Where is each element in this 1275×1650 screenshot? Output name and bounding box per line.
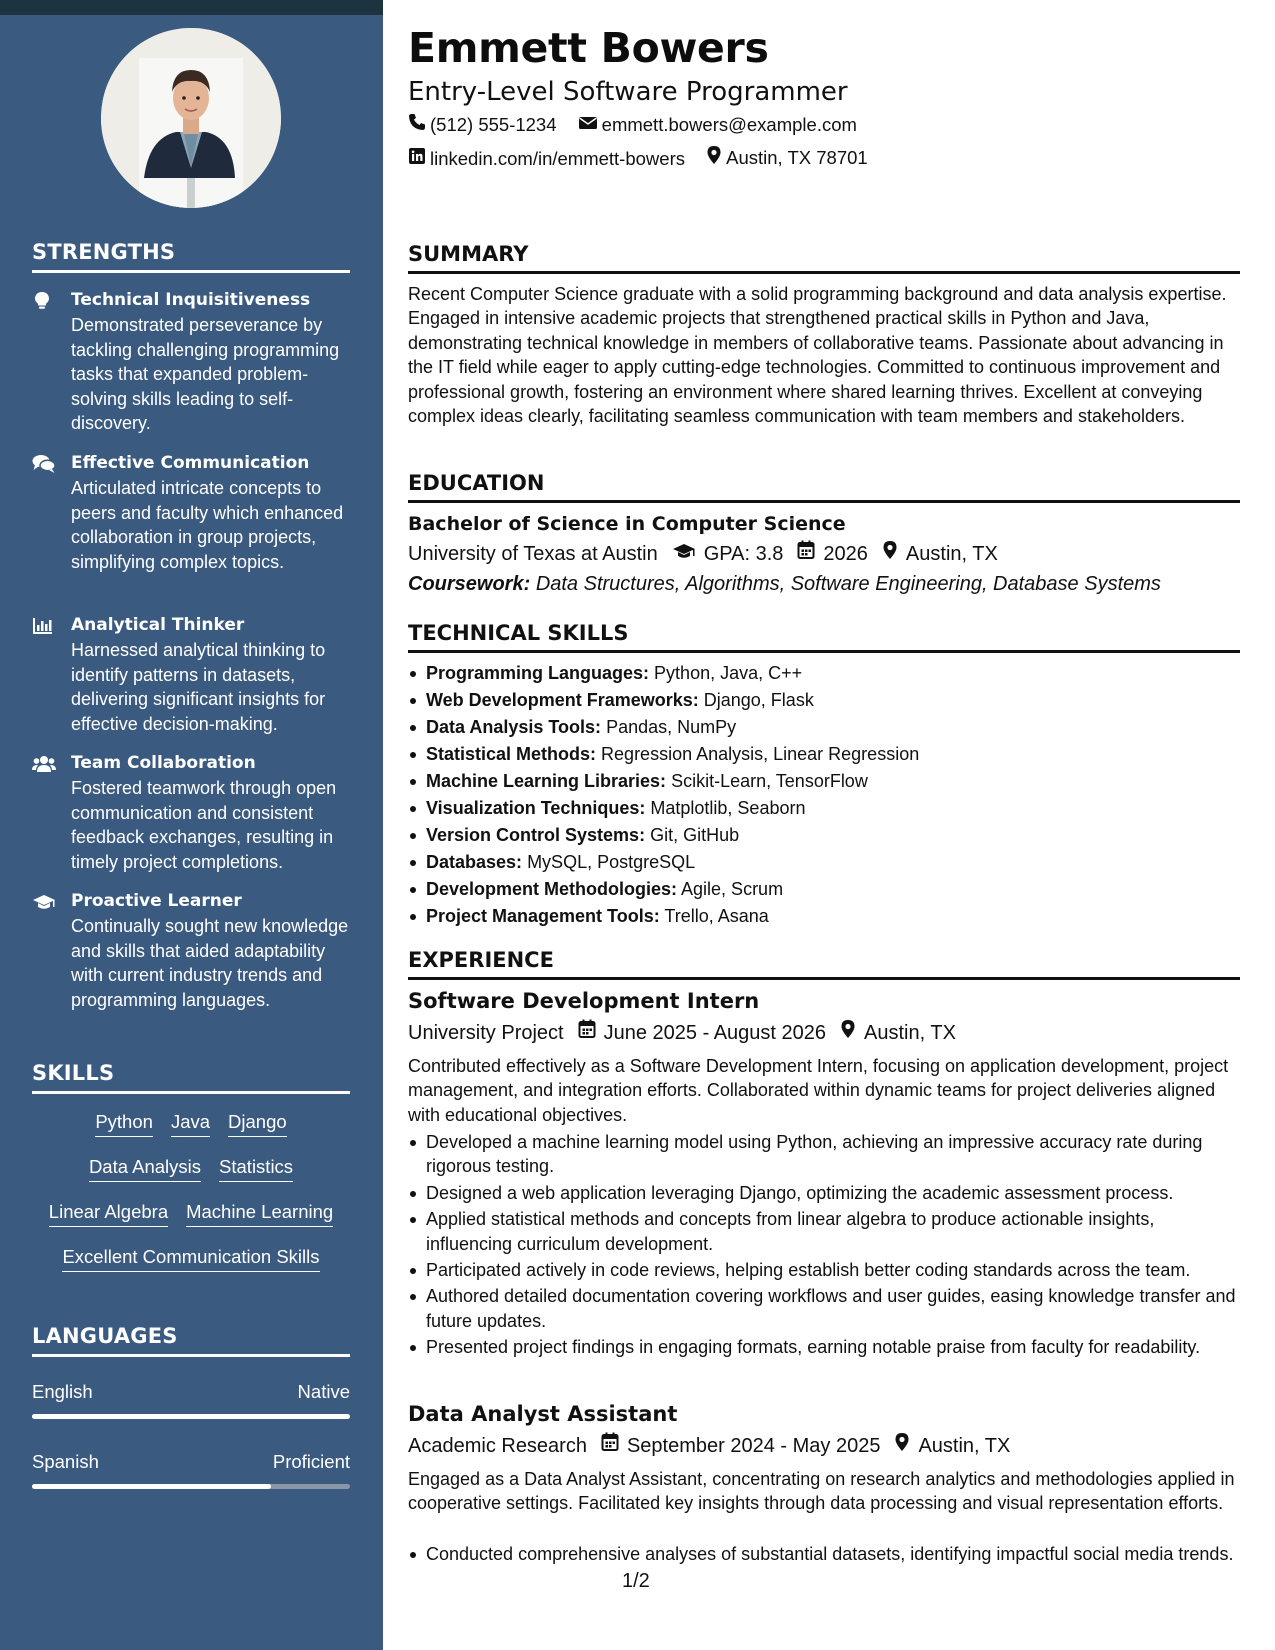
skill-values: Pandas, NumPy xyxy=(606,717,737,737)
education-location-item xyxy=(882,540,998,567)
strengths-heading: STRENGTHS xyxy=(32,240,350,273)
users-icon xyxy=(32,754,56,774)
lightbulb-icon xyxy=(32,291,56,311)
skill-category: Databases: xyxy=(426,852,523,872)
skill-tag: Data Analysis xyxy=(89,1156,201,1182)
phone-number: (512) 555-1234 xyxy=(430,114,557,135)
list-item: Authored detailed documentation covering workflows and user guides, easing knowledge transfer and future updates. xyxy=(408,1284,1238,1333)
language-proficiency-fill xyxy=(32,1414,350,1419)
list-item xyxy=(408,876,1238,903)
job-role: Data Analyst Assistant xyxy=(408,1402,678,1426)
experience-heading: EXPERIENCE xyxy=(408,947,1240,980)
linkedin-contact xyxy=(408,147,685,171)
list-item xyxy=(408,822,1238,849)
language-proficiency-bar xyxy=(32,1484,350,1489)
list-item: Developed a machine learning model using Python, achieving an impressive accuracy rate during rigorous testing. xyxy=(408,1130,1238,1179)
graduation-year-item xyxy=(797,540,868,567)
job-location-item xyxy=(840,1019,956,1046)
degree-title: Bachelor of Science in Computer Science xyxy=(408,513,846,535)
location-contact xyxy=(706,145,868,171)
skill-values: Regression Analysis, Linear Regression xyxy=(601,744,920,764)
list-item xyxy=(408,714,1238,741)
language-name: English xyxy=(32,1381,93,1402)
job-location: Austin, TX xyxy=(918,1434,1011,1457)
language-spanish xyxy=(32,1451,350,1495)
job-dates: September 2024 - May 2025 xyxy=(626,1434,881,1457)
skill-values: Agile, Scrum xyxy=(681,879,784,899)
map-marker-icon xyxy=(894,1432,918,1459)
list-item: Presented project findings in engaging formats, earning notable praise from faculty for readability. xyxy=(408,1335,1238,1359)
skill-tag: Java xyxy=(171,1111,210,1137)
strength-description: Articulated intricate concepts to peers and faculty which enhanced collaboration in group projects, simplifying complex topics. xyxy=(71,478,344,572)
skill-category: Project Management Tools: xyxy=(426,906,660,926)
list-item xyxy=(408,795,1238,822)
list-item xyxy=(408,768,1238,795)
skill-values: Trello, Asana xyxy=(664,906,769,926)
skill-tag: Linear Algebra xyxy=(49,1201,168,1227)
strength-title: Analytical Thinker xyxy=(71,615,245,635)
language-name: Spanish xyxy=(32,1451,99,1472)
email-address: emmett.bowers@example.com xyxy=(601,114,857,135)
map-marker-icon xyxy=(706,145,726,171)
job-dates: June 2025 - August 2026 xyxy=(603,1021,827,1044)
skill-values: Matplotlib, Seaborn xyxy=(650,798,806,818)
coursework-label: Coursework: xyxy=(408,573,531,595)
list-item xyxy=(408,903,1238,930)
skill-row xyxy=(32,1156,350,1182)
skill-category: Data Analysis Tools: xyxy=(426,717,602,737)
phone-icon xyxy=(408,113,430,137)
list-item: Applied statistical methods and concepts from linear algebra to produce actionable insights, influencing curriculum development. xyxy=(408,1207,1238,1256)
graduation-year: 2026 xyxy=(823,542,868,565)
sidebar xyxy=(0,0,383,1650)
job-role: Software Development Intern xyxy=(408,989,760,1013)
job-meta xyxy=(408,1432,1024,1459)
coursework-line xyxy=(408,571,1161,597)
skill-values: MySQL, PostgreSQL xyxy=(527,852,696,872)
skill-row xyxy=(32,1201,350,1227)
skill-category: Visualization Techniques: xyxy=(426,798,646,818)
linkedin-url: linkedin.com/in/emmett-bowers xyxy=(430,148,685,169)
skill-tag: Statistics xyxy=(219,1156,293,1182)
skill-row xyxy=(32,1246,350,1272)
education-location: Austin, TX xyxy=(905,542,998,565)
skill-values: Scikit-Learn, TensorFlow xyxy=(671,771,868,791)
skill-category: Machine Learning Libraries: xyxy=(426,771,667,791)
page-number: 1/2 xyxy=(622,1570,650,1592)
gpa-item xyxy=(672,541,784,567)
language-level: Native xyxy=(297,1381,350,1402)
map-marker-icon xyxy=(882,540,906,567)
graduation-cap-icon xyxy=(672,541,704,567)
list-item: Participated actively in code reviews, helping establish better coding standards across the team. xyxy=(408,1258,1238,1282)
candidate-name: Emmett Bowers xyxy=(408,24,769,72)
skill-values: Django, Flask xyxy=(703,690,814,710)
language-proficiency-bar xyxy=(32,1414,350,1419)
job-meta xyxy=(408,1019,970,1046)
profile-photo xyxy=(101,28,281,208)
comments-icon xyxy=(32,454,56,474)
list-item xyxy=(408,849,1238,876)
job-dates-item xyxy=(601,1432,881,1459)
school-name: University of Texas at Austin xyxy=(408,542,658,565)
map-marker-icon xyxy=(840,1019,864,1046)
skill-category: Programming Languages: xyxy=(426,663,650,683)
strength-title: Effective Communication xyxy=(71,453,310,473)
summary-heading: SUMMARY xyxy=(408,241,1240,274)
skills-heading: SKILLS xyxy=(32,1061,350,1094)
education-meta xyxy=(408,540,1012,567)
job-location: Austin, TX xyxy=(864,1021,956,1044)
list-item xyxy=(408,687,1238,714)
education-heading: EDUCATION xyxy=(408,470,1240,503)
skill-category: Statistical Methods: xyxy=(426,744,597,764)
job-bullets xyxy=(408,1542,1238,1568)
job-organization: University Project xyxy=(408,1021,564,1044)
job-description: Engaged as a Data Analyst Assistant, concentrating on research analytics and methodologies applied in cooperative settings. Facilitated key insights through data processing and visual representation efforts. xyxy=(408,1469,1235,1514)
contact-row xyxy=(408,113,873,137)
strength-description: Demonstrated perseverance by tackling challenging programming tasks that expanded problem-solving skills leading to self-discovery. xyxy=(71,315,340,433)
list-item: Designed a web application leveraging Django, optimizing the academic assessment process. xyxy=(408,1181,1238,1205)
email-contact xyxy=(578,113,857,137)
sidebar-top-bar xyxy=(0,0,383,15)
chart-bar-icon xyxy=(32,616,56,636)
technical-skills-heading: TECHNICAL SKILLS xyxy=(408,620,1240,653)
strength-title: Technical Inquisitiveness xyxy=(71,290,311,310)
phone-contact xyxy=(408,113,557,137)
strength-description: Continually sought new knowledge and skills that aided adaptability with current industry trends and programming languages. xyxy=(71,916,349,1010)
language-english xyxy=(32,1381,350,1425)
skill-values: Python, Java, C++ xyxy=(654,663,803,683)
skill-category: Development Methodologies: xyxy=(426,879,678,899)
strength-title: Team Collaboration xyxy=(71,753,256,773)
language-level: Proficient xyxy=(272,1451,350,1472)
skill-row xyxy=(32,1111,350,1137)
contact-row xyxy=(408,145,884,171)
envelope-icon xyxy=(578,113,602,137)
graduation-cap-icon xyxy=(32,892,56,912)
language-proficiency-fill xyxy=(32,1484,271,1489)
skill-tag: Django xyxy=(228,1111,287,1137)
job-description: Contributed effectively as a Software Development Intern, focusing on application development, project management, and integration efforts. Collaborated within dynamic teams for project deliveries aligned with educational objectives. xyxy=(408,1056,1229,1125)
coursework-list: Data Structures, Algorithms, Software Engineering, Database Systems xyxy=(535,573,1161,595)
skill-values: Git, GitHub xyxy=(650,825,740,845)
job-location-item xyxy=(894,1432,1010,1459)
calendar-icon xyxy=(578,1019,604,1046)
strength-description: Fostered teamwork through open communication and consistent feedback exchanges, resulting in timely project completions. xyxy=(71,778,337,872)
strength-description: Harnessed analytical thinking to identify patterns in datasets, delivering significant insights for effective decision-making. xyxy=(71,640,326,734)
list-item xyxy=(408,741,1238,768)
skill-tag: Excellent Communication Skills xyxy=(62,1246,319,1272)
job-organization: Academic Research xyxy=(408,1434,587,1457)
calendar-icon xyxy=(797,540,823,567)
linkedin-icon xyxy=(408,147,430,171)
list-item xyxy=(408,660,1238,687)
strength-title: Proactive Learner xyxy=(71,891,242,911)
skill-tag: Python xyxy=(95,1111,153,1137)
list-item: Conducted comprehensive analyses of substantial datasets, identifying impactful social media trends. xyxy=(408,1542,1238,1566)
technical-skills-list xyxy=(408,660,1238,930)
languages-heading: LANGUAGES xyxy=(32,1324,350,1357)
location-text: Austin, TX 78701 xyxy=(726,147,868,168)
job-bullets xyxy=(408,1130,1238,1362)
gpa-value: GPA: 3.8 xyxy=(703,542,784,565)
skill-category: Version Control Systems: xyxy=(426,825,646,845)
candidate-title: Entry-Level Software Programmer xyxy=(408,77,848,107)
skill-category: Web Development Frameworks: xyxy=(426,690,699,710)
summary-text: Recent Computer Science graduate with a solid programming background and data analysis expertise. Engaged in intensive academic projects that strengthened practical skills in Python and Java, demonstrating technical knowledge in members of collaborative teams. Passionate about advancing in the IT field while eager to apply cutting-edge technologies. Committed to continuous improvement and professional growth, fostering an environment where shared learning thrives. Excellent at conveying complex ideas clearly, facilitating seamless communication with team members and stakeholders. xyxy=(408,284,1227,427)
calendar-icon xyxy=(601,1432,627,1459)
skill-tag: Machine Learning xyxy=(186,1201,333,1227)
main-content xyxy=(408,0,1238,1650)
job-dates-item xyxy=(578,1019,826,1046)
